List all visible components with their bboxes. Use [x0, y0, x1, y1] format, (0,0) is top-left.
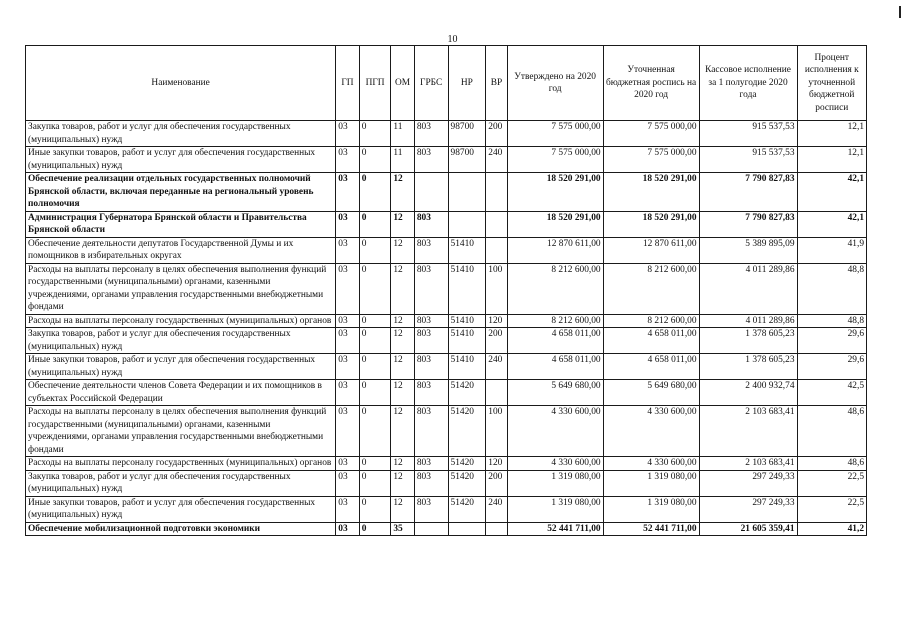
cell-percent: 48,6: [797, 457, 866, 471]
cell-nr: [448, 211, 486, 237]
cell-cash: 4 011 289,86: [699, 314, 797, 328]
cell-vr: 240: [486, 354, 507, 380]
cell-percent: 22,5: [797, 496, 866, 522]
cell-name: Расходы на выплаты персоналу государственных (муниципальных) органов: [26, 457, 336, 471]
cell-nr: 51410: [448, 263, 486, 314]
cell-pgp: 0: [359, 147, 391, 173]
cell-refined: 4 330 600,00: [603, 406, 699, 457]
cell-om: 12: [391, 457, 414, 471]
table-row: [26, 147, 867, 173]
cell-pgp: 0: [359, 354, 391, 380]
cell-pgp: 0: [359, 496, 391, 522]
cell-grbs: 803: [414, 380, 448, 406]
cell-percent: 48,6: [797, 406, 866, 457]
cell-nr: 51410: [448, 314, 486, 328]
header-percent: Процент исполнения к уточненной бюджетной росписи: [797, 46, 866, 121]
cell-vr: 120: [486, 457, 507, 471]
cell-om: 12: [391, 354, 414, 380]
table-row: [26, 328, 867, 354]
cell-vr: [486, 237, 507, 263]
cell-percent: 12,1: [797, 121, 866, 147]
cell-nr: 51410: [448, 354, 486, 380]
cell-approved: 52 441 711,00: [507, 522, 603, 536]
cell-name: Иные закупки товаров, работ и услуг для обеспечения государственных (муниципальных) нужд: [26, 354, 336, 380]
table-row: [26, 496, 867, 522]
cell-refined: 7 575 000,00: [603, 121, 699, 147]
cell-cash: 2 103 683,41: [699, 457, 797, 471]
cell-name: Расходы на выплаты персоналу в целях обеспечения выполнения функций государственными (муниципальными) органами, казенными учреждениями, органами управления государственными внебюджетными фондами: [26, 263, 336, 314]
table-row: [26, 237, 867, 263]
table-header-row: [26, 46, 867, 121]
cell-gp: 03: [336, 328, 359, 354]
cell-pgp: 0: [359, 380, 391, 406]
cell-nr: 51420: [448, 457, 486, 471]
table-row: [26, 121, 867, 147]
cell-om: 12: [391, 314, 414, 328]
cell-grbs: 803: [414, 354, 448, 380]
cell-grbs: 803: [414, 328, 448, 354]
cell-percent: 48,8: [797, 314, 866, 328]
cell-refined: 8 212 600,00: [603, 314, 699, 328]
cell-approved: 5 649 680,00: [507, 380, 603, 406]
header-name: Наименование: [26, 46, 336, 121]
cell-vr: 100: [486, 406, 507, 457]
cell-percent: 42,1: [797, 211, 866, 237]
page-number: 10: [447, 34, 458, 45]
cell-name: Обеспечение деятельности депутатов Государственной Думы и их помощников в избирательных округах: [26, 237, 336, 263]
table-row: [26, 522, 867, 536]
cell-grbs: 803: [414, 457, 448, 471]
cell-name: Обеспечение мобилизационной подготовки экономики: [26, 522, 336, 536]
cell-grbs: 803: [414, 121, 448, 147]
cell-gp: 03: [336, 211, 359, 237]
cell-grbs: 803: [414, 263, 448, 314]
cell-vr: 240: [486, 496, 507, 522]
cell-nr: 51410: [448, 237, 486, 263]
cell-gp: 03: [336, 380, 359, 406]
cell-nr: 51420: [448, 406, 486, 457]
table-row: [26, 380, 867, 406]
cell-refined: 4 658 011,00: [603, 328, 699, 354]
cell-om: 11: [391, 147, 414, 173]
cell-cash: 1 378 605,23: [699, 354, 797, 380]
cell-nr: 51420: [448, 496, 486, 522]
cell-percent: 42,5: [797, 380, 866, 406]
cell-om: 12: [391, 328, 414, 354]
cell-grbs: 803: [414, 211, 448, 237]
cell-pgp: 0: [359, 328, 391, 354]
cell-vr: [486, 211, 507, 237]
cell-cash: 297 249,33: [699, 470, 797, 496]
cell-gp: 03: [336, 121, 359, 147]
cell-refined: 1 319 080,00: [603, 470, 699, 496]
cell-pgp: 0: [359, 173, 391, 212]
header-approved: Утверждено на 2020 год: [507, 46, 603, 121]
cell-om: 35: [391, 522, 414, 536]
cell-om: 12: [391, 173, 414, 212]
cell-om: 11: [391, 121, 414, 147]
cell-cash: 5 389 895,09: [699, 237, 797, 263]
table-body: [26, 121, 867, 536]
cell-percent: 48,8: [797, 263, 866, 314]
cell-nr: 98700: [448, 147, 486, 173]
cell-cash: 4 011 289,86: [699, 263, 797, 314]
cell-refined: 18 520 291,00: [603, 173, 699, 212]
cell-pgp: 0: [359, 237, 391, 263]
cell-grbs: 803: [414, 237, 448, 263]
cell-om: 12: [391, 380, 414, 406]
cell-pgp: 0: [359, 211, 391, 237]
cell-cash: 915 537,53: [699, 147, 797, 173]
cell-name: Обеспечение деятельности членов Совета Федерации и их помощников в субъектах Российской Федерации: [26, 380, 336, 406]
cell-refined: 8 212 600,00: [603, 263, 699, 314]
cell-nr: [448, 173, 486, 212]
header-nr: НР: [448, 46, 486, 121]
cell-vr: [486, 380, 507, 406]
cell-approved: 8 212 600,00: [507, 263, 603, 314]
cell-refined: 4 330 600,00: [603, 457, 699, 471]
cell-pgp: 0: [359, 121, 391, 147]
cell-approved: 4 330 600,00: [507, 457, 603, 471]
header-grbs: ГРБС: [414, 46, 448, 121]
cell-cash: 7 790 827,83: [699, 173, 797, 212]
cell-vr: 200: [486, 121, 507, 147]
cell-name: Закупка товаров, работ и услуг для обеспечения государственных (муниципальных) нужд: [26, 470, 336, 496]
cell-name: Иные закупки товаров, работ и услуг для обеспечения государственных (муниципальных) нужд: [26, 147, 336, 173]
page-edge-mark: [899, 6, 901, 18]
cell-vr: 120: [486, 314, 507, 328]
cell-pgp: 0: [359, 406, 391, 457]
cell-refined: 12 870 611,00: [603, 237, 699, 263]
cell-nr: [448, 522, 486, 536]
cell-name: Закупка товаров, работ и услуг для обеспечения государственных (муниципальных) нужд: [26, 121, 336, 147]
cell-gp: 03: [336, 522, 359, 536]
cell-percent: 41,2: [797, 522, 866, 536]
table-row: [26, 354, 867, 380]
cell-nr: 51420: [448, 470, 486, 496]
cell-approved: 1 319 080,00: [507, 470, 603, 496]
cell-pgp: 0: [359, 314, 391, 328]
cell-percent: 22,5: [797, 470, 866, 496]
cell-gp: 03: [336, 470, 359, 496]
cell-refined: 18 520 291,00: [603, 211, 699, 237]
cell-percent: 42,1: [797, 173, 866, 212]
cell-pgp: 0: [359, 522, 391, 536]
header-om: ОМ: [391, 46, 414, 121]
cell-vr: 100: [486, 263, 507, 314]
cell-refined: 7 575 000,00: [603, 147, 699, 173]
cell-gp: 03: [336, 406, 359, 457]
cell-grbs: 803: [414, 496, 448, 522]
cell-name: Расходы на выплаты персоналу в целях обеспечения выполнения функций государственными (муниципальными) органами, казенными учреждениями, органами управления государственными внебюджетными фондами: [26, 406, 336, 457]
table-row: [26, 173, 867, 212]
cell-grbs: [414, 173, 448, 212]
cell-gp: 03: [336, 457, 359, 471]
cell-gp: 03: [336, 496, 359, 522]
cell-nr: 51410: [448, 328, 486, 354]
cell-percent: 41,9: [797, 237, 866, 263]
cell-refined: 52 441 711,00: [603, 522, 699, 536]
cell-pgp: 0: [359, 470, 391, 496]
cell-om: 12: [391, 237, 414, 263]
table-row: [26, 263, 867, 314]
cell-cash: 1 378 605,23: [699, 328, 797, 354]
cell-percent: 29,6: [797, 354, 866, 380]
cell-name: Расходы на выплаты персоналу государственных (муниципальных) органов: [26, 314, 336, 328]
header-vr: ВР: [486, 46, 507, 121]
cell-om: 12: [391, 263, 414, 314]
cell-cash: 297 249,33: [699, 496, 797, 522]
cell-om: 12: [391, 211, 414, 237]
table-row: [26, 470, 867, 496]
cell-refined: 5 649 680,00: [603, 380, 699, 406]
cell-grbs: 803: [414, 406, 448, 457]
cell-pgp: 0: [359, 457, 391, 471]
header-cash: Кассовое исполнение за 1 полугодие 2020 года: [699, 46, 797, 121]
table-row: [26, 457, 867, 471]
cell-approved: 18 520 291,00: [507, 211, 603, 237]
cell-approved: 4 658 011,00: [507, 354, 603, 380]
cell-om: 12: [391, 470, 414, 496]
cell-cash: 2 103 683,41: [699, 406, 797, 457]
cell-cash: 915 537,53: [699, 121, 797, 147]
cell-vr: 200: [486, 470, 507, 496]
cell-vr: 240: [486, 147, 507, 173]
cell-approved: 18 520 291,00: [507, 173, 603, 212]
cell-name: Обеспечение реализации отдельных государственных полномочий Брянской области, включая переданные на региональный уровень полномочия: [26, 173, 336, 212]
cell-vr: [486, 522, 507, 536]
header-pgp: ПГП: [359, 46, 391, 121]
cell-refined: 1 319 080,00: [603, 496, 699, 522]
cell-percent: 12,1: [797, 147, 866, 173]
cell-gp: 03: [336, 173, 359, 212]
cell-approved: 7 575 000,00: [507, 121, 603, 147]
cell-name: Закупка товаров, работ и услуг для обеспечения государственных (муниципальных) нужд: [26, 328, 336, 354]
cell-nr: 51420: [448, 380, 486, 406]
cell-om: 12: [391, 406, 414, 457]
cell-approved: 1 319 080,00: [507, 496, 603, 522]
cell-gp: 03: [336, 147, 359, 173]
cell-grbs: [414, 522, 448, 536]
cell-approved: 7 575 000,00: [507, 147, 603, 173]
cell-cash: 7 790 827,83: [699, 211, 797, 237]
cell-name: Администрация Губернатора Брянской области и Правительства Брянской области: [26, 211, 336, 237]
cell-pgp: 0: [359, 263, 391, 314]
cell-approved: 4 330 600,00: [507, 406, 603, 457]
budget-table: [25, 45, 867, 536]
header-gp: ГП: [336, 46, 359, 121]
cell-vr: [486, 173, 507, 212]
cell-grbs: 803: [414, 470, 448, 496]
cell-gp: 03: [336, 263, 359, 314]
cell-approved: 12 870 611,00: [507, 237, 603, 263]
cell-grbs: 803: [414, 147, 448, 173]
cell-percent: 29,6: [797, 328, 866, 354]
cell-approved: 4 658 011,00: [507, 328, 603, 354]
cell-gp: 03: [336, 314, 359, 328]
table-row: [26, 314, 867, 328]
cell-nr: 98700: [448, 121, 486, 147]
cell-vr: 200: [486, 328, 507, 354]
cell-approved: 8 212 600,00: [507, 314, 603, 328]
cell-grbs: 803: [414, 314, 448, 328]
cell-refined: 4 658 011,00: [603, 354, 699, 380]
cell-om: 12: [391, 496, 414, 522]
cell-gp: 03: [336, 237, 359, 263]
cell-cash: 21 605 359,41: [699, 522, 797, 536]
cell-gp: 03: [336, 354, 359, 380]
header-refined: Уточненная бюджетная роспись на 2020 год: [603, 46, 699, 121]
cell-name: Иные закупки товаров, работ и услуг для обеспечения государственных (муниципальных) нужд: [26, 496, 336, 522]
table-row: [26, 406, 867, 457]
cell-cash: 2 400 932,74: [699, 380, 797, 406]
table-row: [26, 211, 867, 237]
